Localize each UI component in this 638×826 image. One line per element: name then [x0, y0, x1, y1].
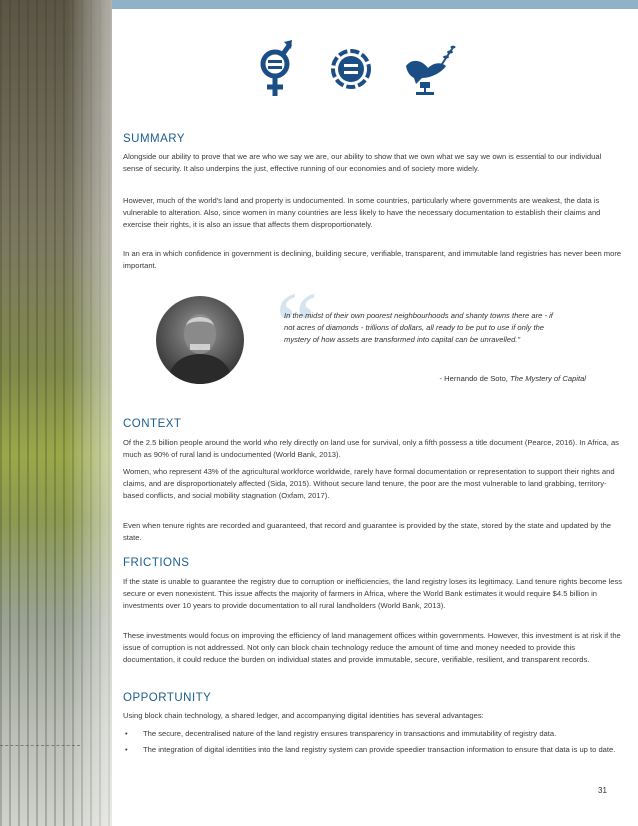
gender-equality-icon [258, 40, 292, 98]
opportunity-bullet-list [123, 728, 623, 760]
photo-detail-line [0, 745, 80, 746]
bullet-text: The integration of digital identities into the land registry system can provide speedier transaction information to ensure that data is up to date. [143, 745, 616, 754]
opportunity-heading: OPPORTUNITY [123, 692, 212, 704]
bullet-text: The secure, decentralised nature of the land registry ensures transparency in transactions and immutability of registry data. [143, 729, 557, 738]
summary-paragraph-3: In an era in which confidence in government is declining, building secure, verifiable, transparent, and immutable land registries has never been more important. [123, 249, 622, 270]
summary-heading: SUMMARY [123, 133, 186, 145]
frictions-paragraph-1: If the state is unable to guarantee the registry due to corruption or inefficiencies, the land registry loses its legitimacy. Land tenure rights become less secure or even nonexistent. This issue affects the majority of farmers in Africa, where the World Bank estimates it would require $4.5 billion in investments over 10 years to provide documentation to all rural landholders (World Bank, 2013). [123, 577, 623, 610]
portrait-figure [156, 296, 244, 384]
frictions-heading: FRICTIONS [123, 557, 190, 569]
list-item [123, 744, 623, 756]
portrait-photo [156, 296, 244, 384]
bullet-icon: • [125, 745, 128, 754]
peace-justice-icon [402, 42, 458, 96]
quote-text: In the midst of their own poorest neighbourhoods and shanty towns there are - if not acres of diamonds - trillions of dollars, all ready to be put to use if only the mystery of how assets are transformed into capital can be unravelled." [284, 311, 553, 344]
page-number: 31 [598, 786, 607, 795]
context-paragraph-3: Even when tenure rights are recorded and guaranteed, that record and guarantee is provided by the state, stored by the state and updated by the state. [123, 521, 612, 542]
opportunity-paragraph-1: Using block chain technology, a shared ledger, and accompanying digital identities has several advantages: [123, 711, 484, 720]
top-bar [112, 0, 638, 9]
bullet-icon: • [125, 729, 128, 738]
summary-paragraph-2: However, much of the world's land and property is undocumented. In some countries, particularly where governments are weakest, the data is vulnerable to alteration. Also, since women in many countries are less likely to have the necessary documentation to establish their claims and exercise their rights, it is also an issue that affects them disproportionately. [123, 196, 601, 229]
summary-paragraph-1: Alongside our ability to prove that we are who we say we are, our ability to show that we own what we say we own is essential to our individual sense of security. It also underpins the just, effective running of our economies and of society more widely. [123, 152, 602, 173]
sdg-icons [258, 40, 458, 104]
frictions-paragraph-2: These investments would focus on improving the efficiency of land management offices within governments. However, this investment is at risk if the issue of corruption is not addressed. Not only can block chain technology reduce the amount of time and money needed to provide this documentation, it could reduce the burden on individual states and provide immutable, secure, verifiable, resilient, and transparent records. [123, 631, 621, 664]
quote-mark-icon: “ [266, 272, 320, 379]
quote-attribution [396, 374, 586, 383]
quote-author: - Hernando de Soto, [439, 374, 511, 383]
context-paragraph-1: Of the 2.5 billion people around the world who rely directly on land use for survival, only a fifth possess a title document (Pearce, 2016). In Africa, as much as 90% of rural land is undocumented (World Bank, 2013). [123, 438, 619, 459]
side-photo [0, 0, 112, 826]
reduced-inequalities-icon [330, 48, 372, 90]
context-paragraph-2: Women, who represent 43% of the agricultural workforce worldwide, rarely have formal documentation or representation to support their rights and claims, and are disproportionately affected (Sida, 2015). Without secure land tenure, the poor are the most vulnerable to land grabbing, territory-based conflicts, and social mobility stagnation (Oxfam, 2017). [123, 467, 615, 500]
context-heading: CONTEXT [123, 418, 182, 430]
quote-source: The Mystery of Capital [510, 374, 586, 383]
list-item [123, 728, 623, 740]
